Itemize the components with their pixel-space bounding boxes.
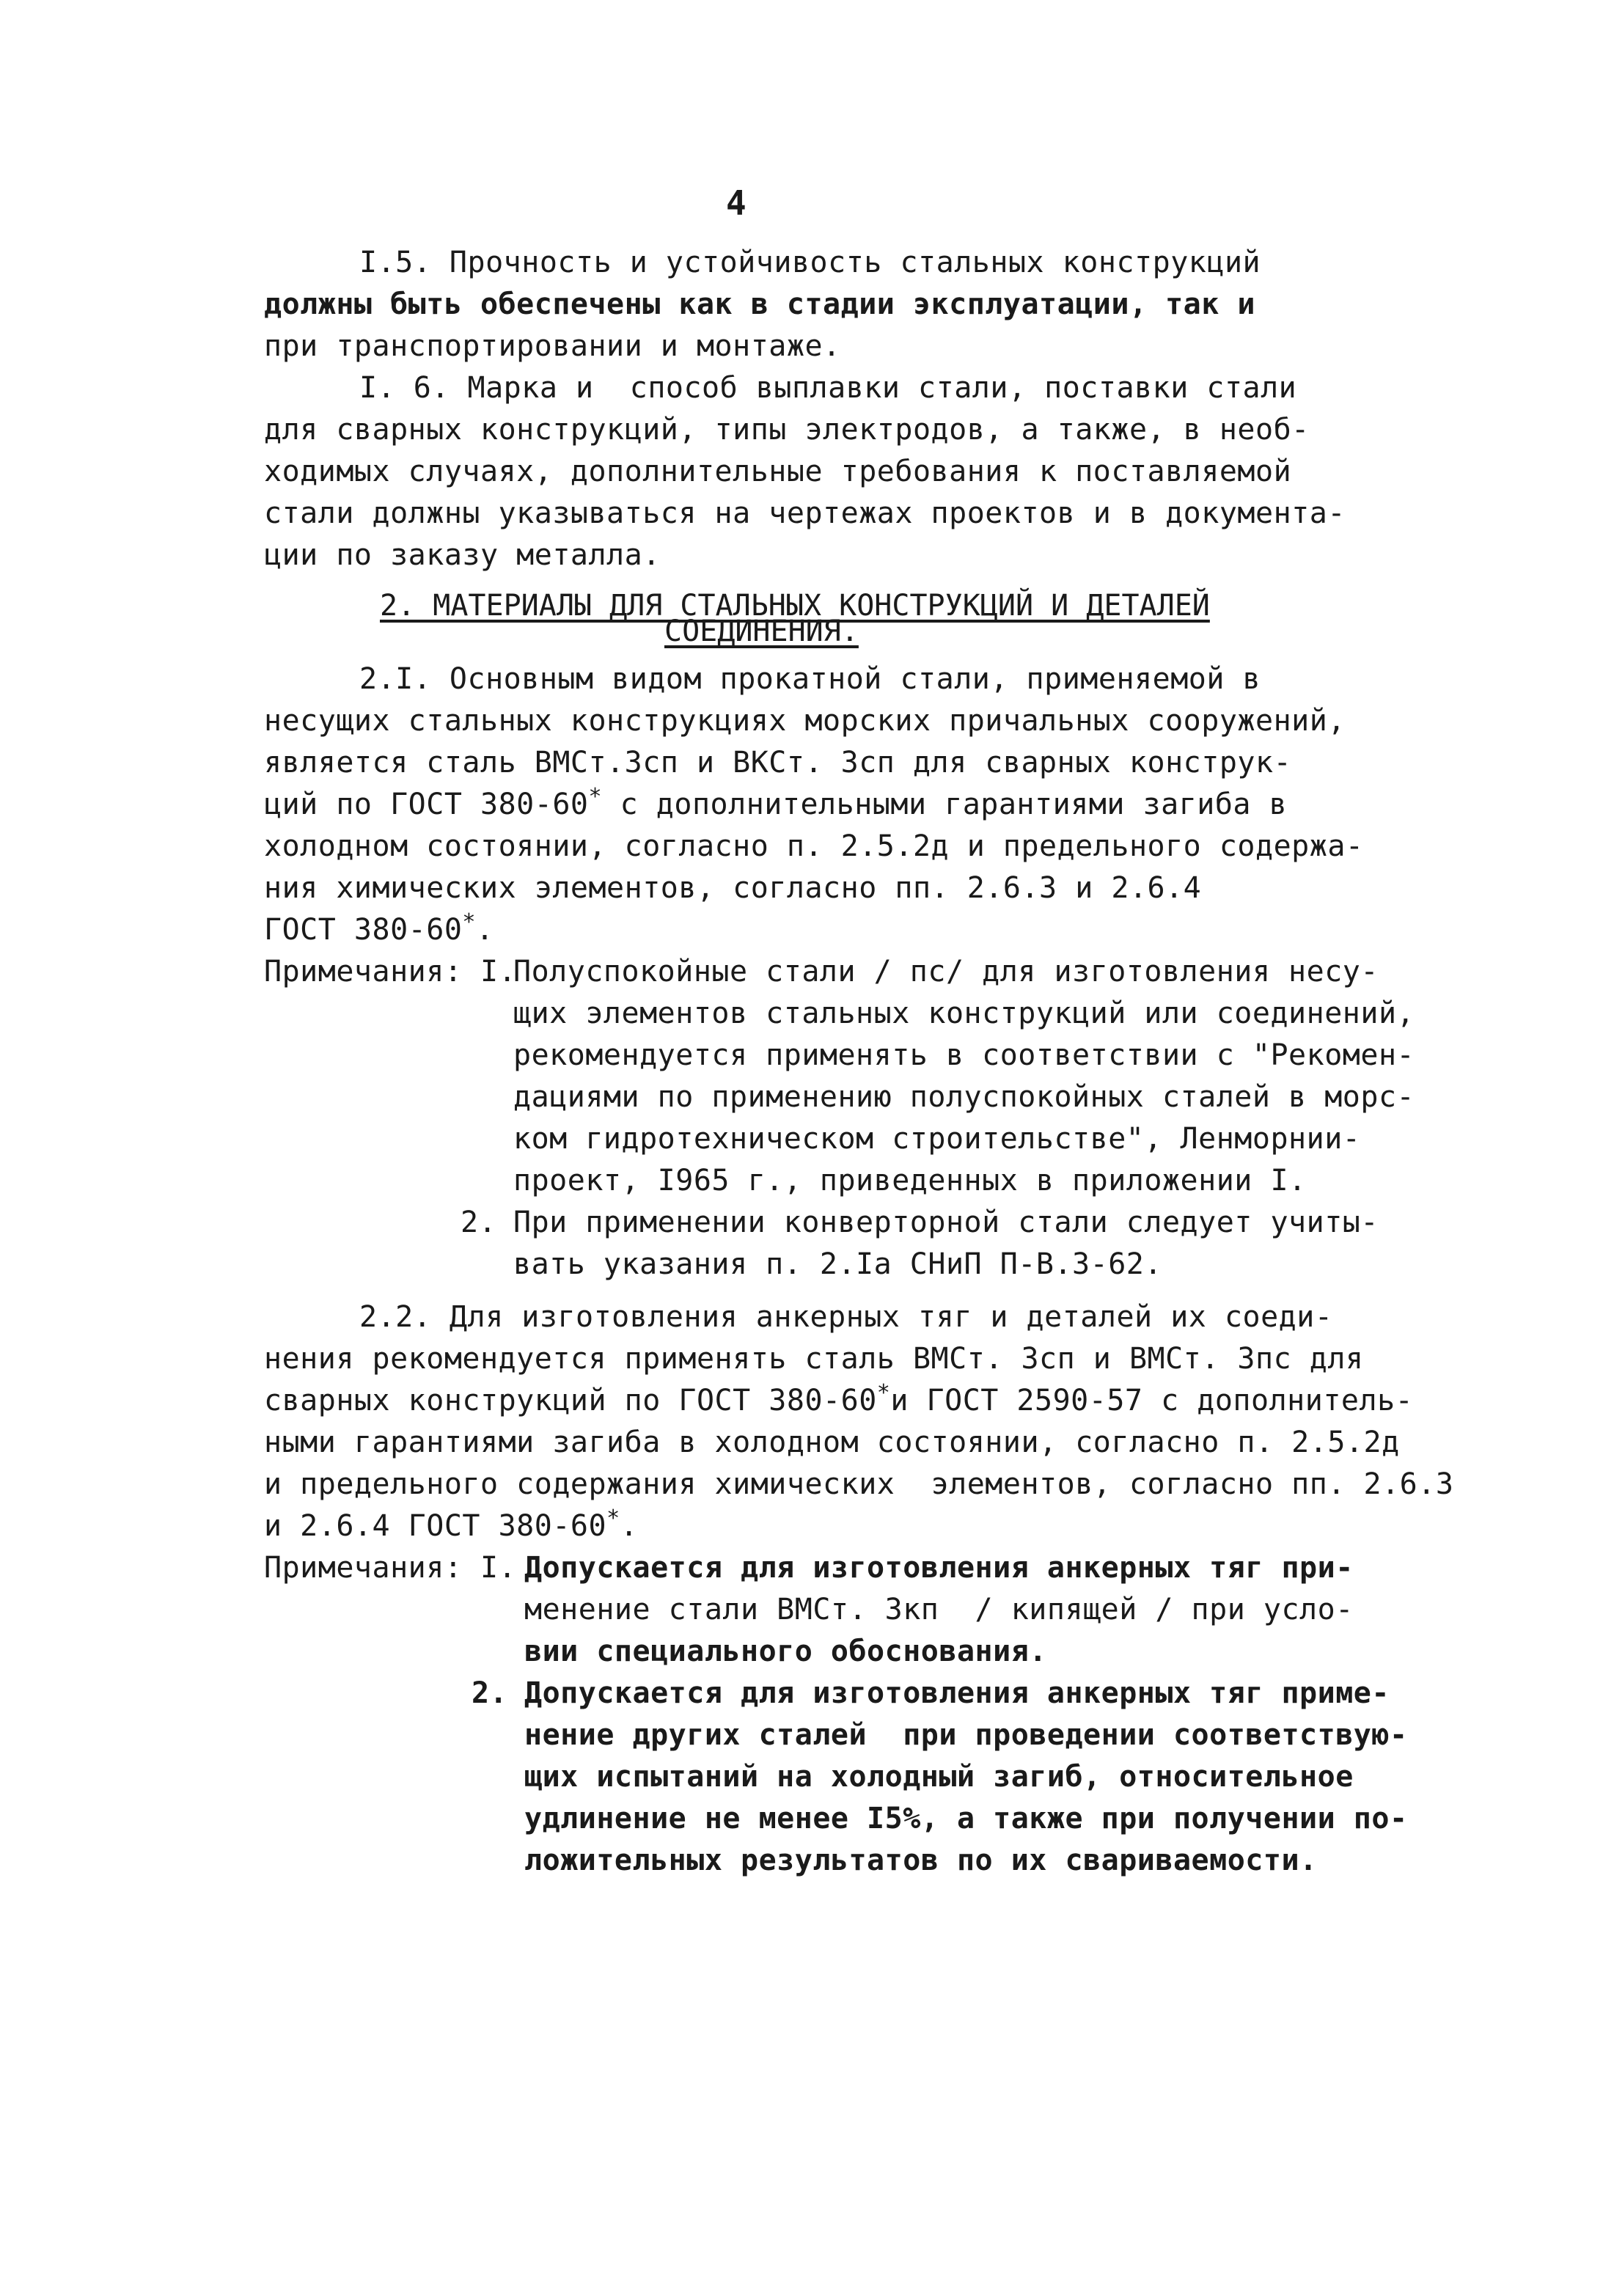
p22-line-1: 2.2. Для изготовления анкерных тяг и деталей их соеди- [359, 1300, 1333, 1334]
p21-line-4 [264, 784, 1287, 825]
notes-2-item-1-line-3: вии специального обоснования. [524, 1635, 1047, 1668]
p22-line-3-text: сварных конструкций по ГОСТ 380-60 [264, 1384, 877, 1417]
p15-line-1: I.5. Прочность и устойчивость стальных конструкций [359, 246, 1261, 279]
notes-1-item-1-line-1: Полуспокойные стали / пс/ для изготовления несу- [513, 955, 1379, 989]
section-2-heading-line-2: СОЕДИНЕНИЯ. [664, 615, 859, 648]
asterisk-mark: * [462, 909, 476, 935]
section-2-heading-line-1: 2. МАТЕРИАЛЫ ДЛЯ СТАЛЬНЫХ КОНСТРУКЦИЙ И ДЕТАЛЕЙ [380, 589, 1210, 623]
notes-2-item-2-line-1: Допускается для изготовления анкерных тяг приме- [524, 1676, 1390, 1710]
notes-1-item-1-line-2: щих элементов стальных конструкций или соединений, [513, 997, 1415, 1030]
p21-line-3: является сталь ВМСт.3сп и ВКСт. 3сп для сварных конструк- [264, 746, 1292, 780]
notes-1-item-1-line-5: ком гидротехническом строительстве", Ленморнии- [513, 1122, 1361, 1156]
notes-1-item-1-line-3: рекомендуется применять в соответствии с "Рекомен- [513, 1038, 1415, 1072]
p15-line-2: должны быть обеспечены как в стадии эксплуатации, так и [264, 287, 1256, 321]
notes-1-item-1-line-6: проект, I965 г., приведенных в приложении I. [513, 1164, 1307, 1197]
p21-line-4-rest: с дополнительными гарантиями загиба в [602, 788, 1288, 821]
p16-line-1: I. 6. Марка и способ выплавки стали, поставки стали [359, 371, 1297, 405]
notes-2-item-2-line-2: нение других сталей при проведении соответствую- [524, 1718, 1408, 1752]
p21-line-2: несущих стальных конструкциях морских причальных сооружений, [264, 704, 1346, 738]
p22-line-6 [264, 1505, 638, 1547]
p21-line-7-text: ГОСТ 380-60 [264, 913, 463, 947]
p22-line-5: и предельного содержания химических элементов, согласно пп. 2.6.3 [264, 1467, 1454, 1501]
p22-line-3-rest: и ГОСТ 2590-57 с дополнитель- [890, 1384, 1414, 1417]
asterisk-mark: * [876, 1380, 891, 1406]
p16-line-3: ходимых случаях, дополнительные требования к поставляемой [264, 455, 1292, 488]
notes-1-label: Примечания: I. [264, 955, 517, 989]
notes-1-item-2-line-1: При применении конверторной стали следует учиты- [513, 1206, 1379, 1239]
page-number: 4 [726, 183, 747, 223]
p22-line-6-text: и 2.6.4 ГОСТ 380-60 [264, 1509, 607, 1543]
p21-line-6: ния химических элементов, согласно пп. 2.6.3 и 2.6.4 [264, 871, 1202, 905]
notes-2-item-2-line-5: ложительных результатов по их свариваемости. [524, 1844, 1318, 1877]
asterisk-mark: * [606, 1505, 620, 1531]
p15-line-3: при транспортировании и монтаже. [264, 329, 841, 363]
asterisk-mark: * [588, 784, 603, 810]
p16-line-2: для сварных конструкций, типы электродов, а также, в необ- [264, 413, 1310, 447]
p22-line-6-end: . [620, 1509, 639, 1543]
notes-1-item-1-line-4: дациями по применению полуспокойных сталей в морс- [513, 1080, 1415, 1114]
notes-2-item-2-number: 2. [472, 1676, 508, 1710]
notes-2-item-2-line-3: щих испытаний на холодный загиб, относительное [524, 1760, 1354, 1794]
p21-line-1: 2.I. Основным видом прокатной стали, применяемой в [359, 662, 1261, 696]
p21-line-7-end: . [475, 913, 494, 947]
notes-2-item-1-line-2: менение стали ВМСт. 3кп / кипящей / при усло- [524, 1593, 1354, 1626]
p16-line-4: стали должны указываться на чертежах проектов и в документа- [264, 496, 1346, 530]
notes-1-item-2-line-2: вать указания п. 2.Iа СНиП П-В.3-62. [513, 1247, 1162, 1281]
p21-line-4-text: ций по ГОСТ 380-60 [264, 788, 589, 821]
notes-2-item-1-line-1: Допускается для изготовления анкерных тяг при- [524, 1551, 1354, 1585]
notes-1-item-2-number: 2. [461, 1206, 497, 1239]
notes-2-item-2-line-4: удлинение не менее I5%, а также при получении по- [524, 1802, 1408, 1835]
p22-line-3 [264, 1380, 1413, 1421]
p21-line-5: холодном состоянии, согласно п. 2.5.2д и предельного содержа- [264, 829, 1364, 863]
p22-line-2: нения рекомендуется применять сталь ВМСт. 3сп и ВМСт. 3пс для [264, 1342, 1364, 1376]
p21-line-7 [264, 909, 494, 950]
p22-line-4: ными гарантиями загиба в холодном состоянии, согласно п. 2.5.2д [264, 1426, 1400, 1459]
p16-line-5: ции по заказу металла. [264, 538, 661, 572]
notes-2-label: Примечания: I. [264, 1551, 517, 1585]
